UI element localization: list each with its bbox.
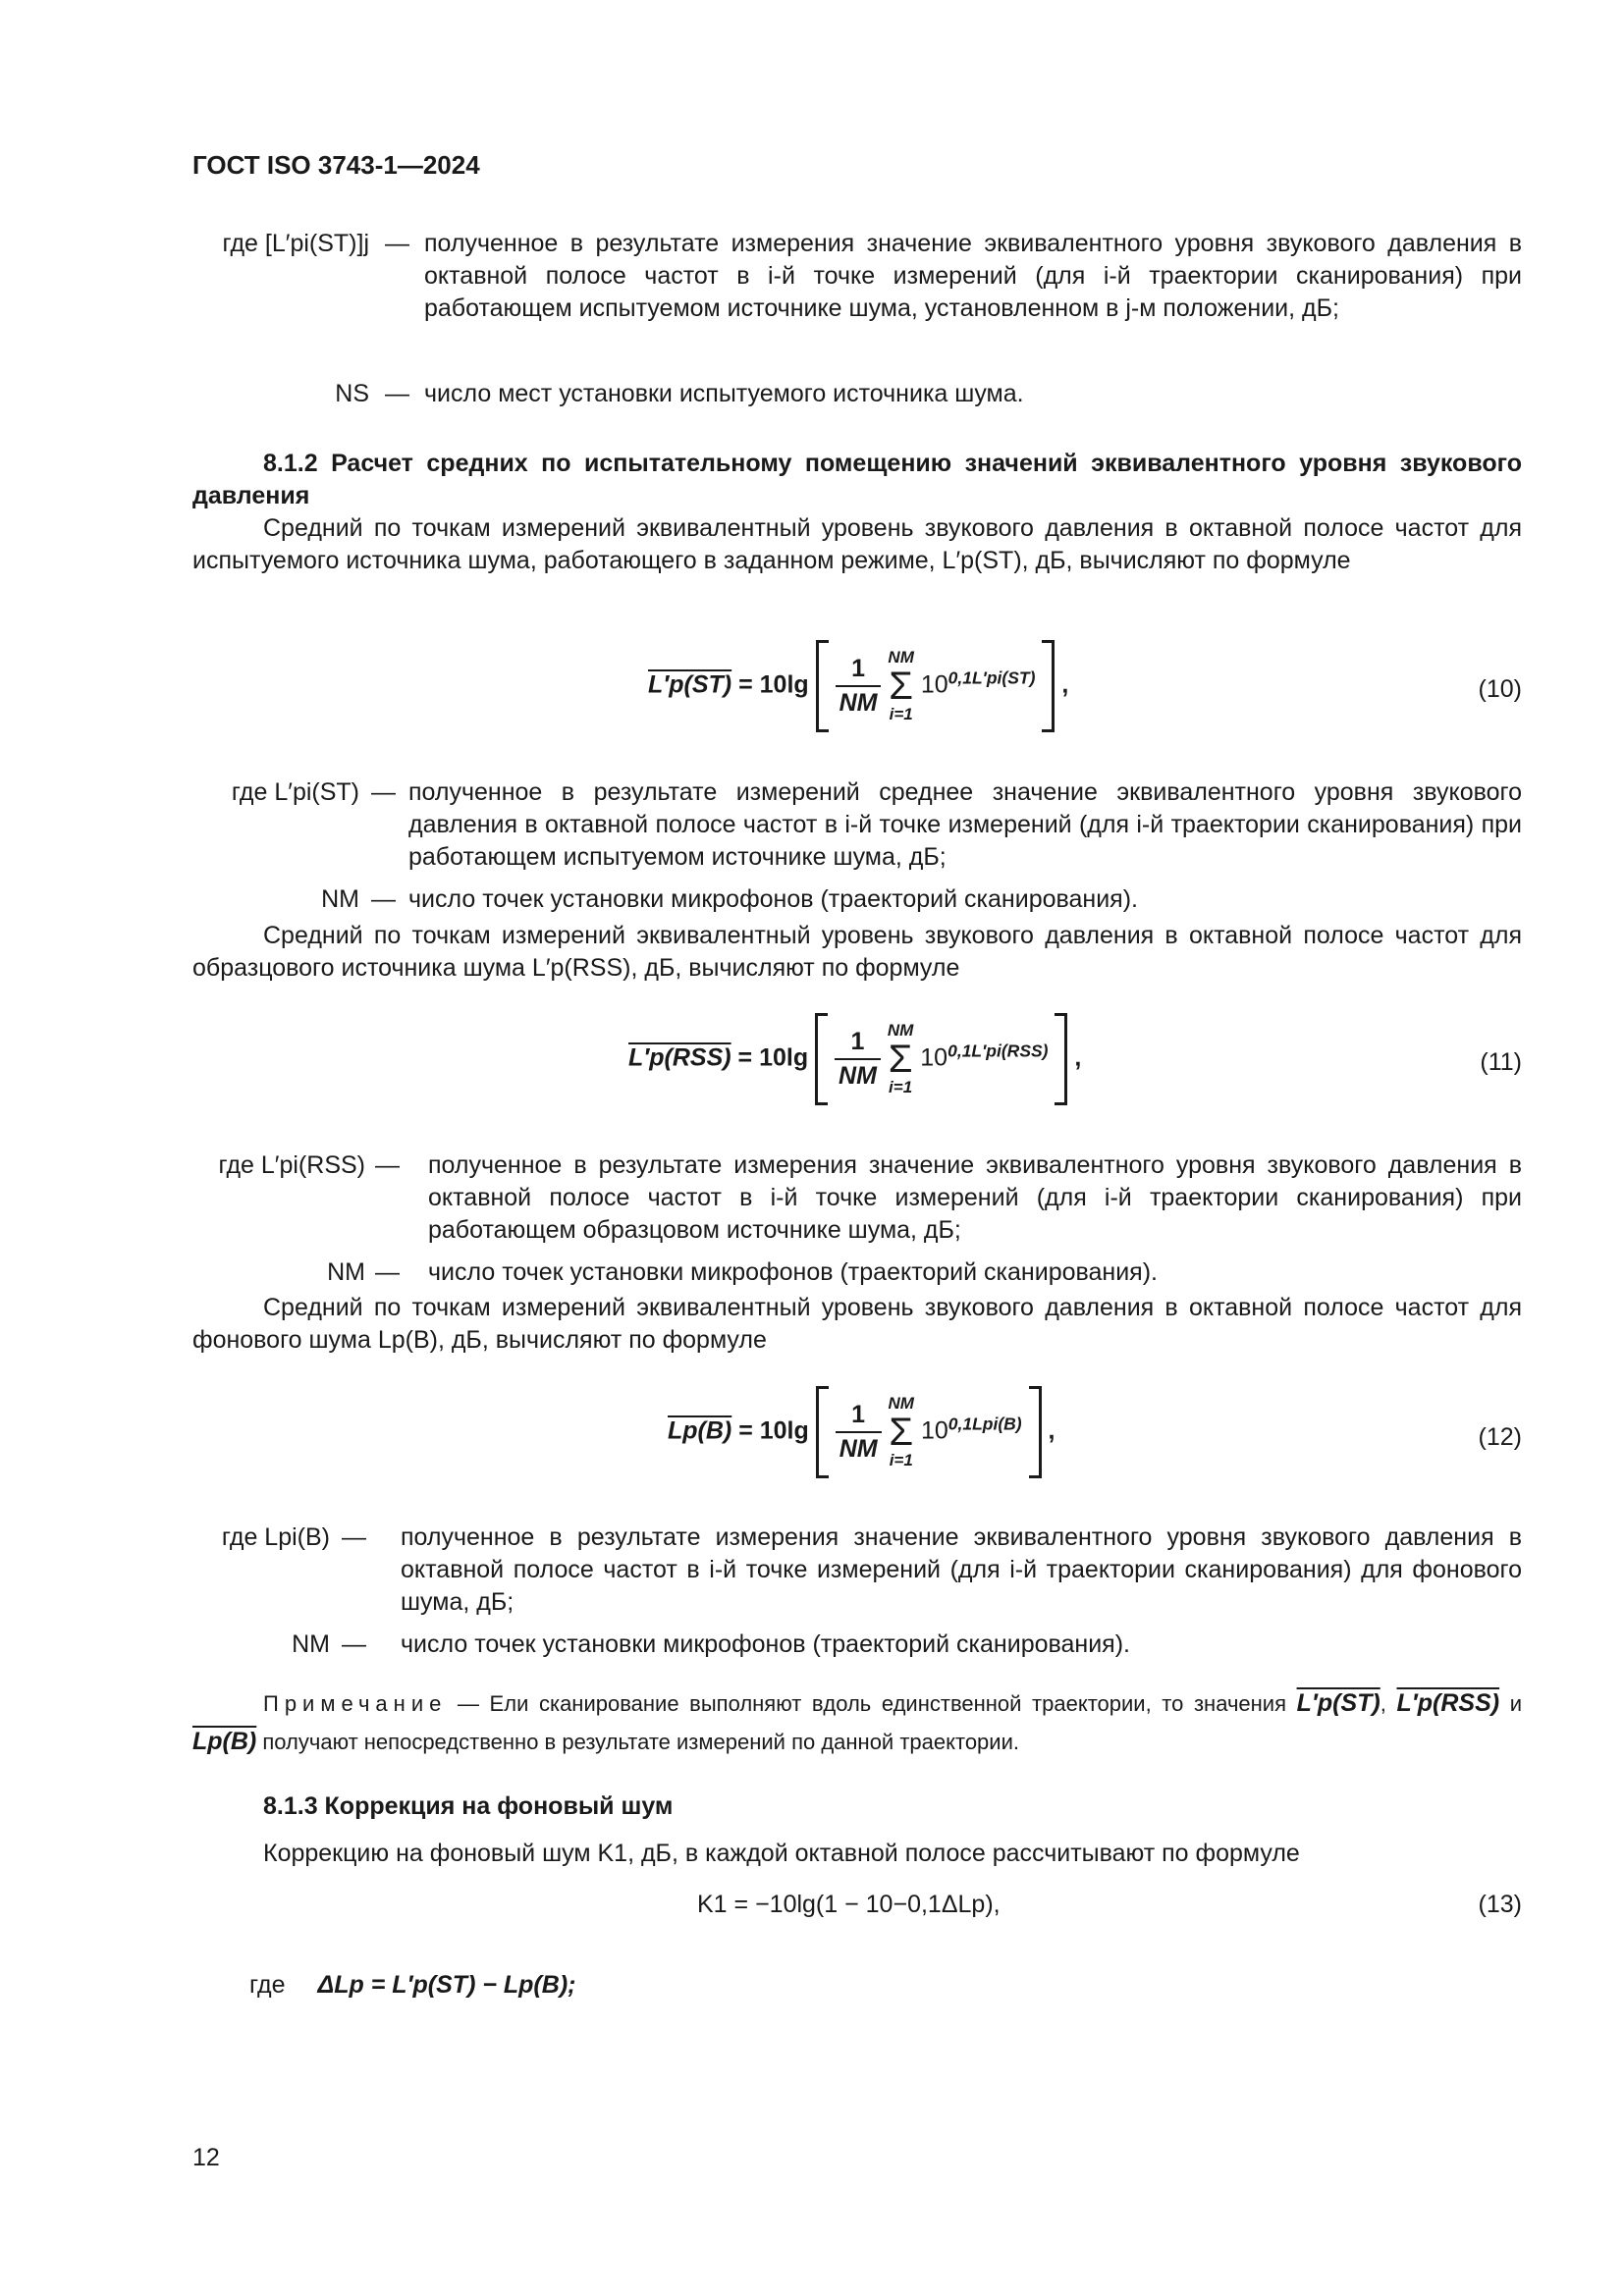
formula-tail: ,: [1074, 1043, 1082, 1072]
page-number: 12: [192, 2144, 220, 2171]
formula-operator: = 10lg: [738, 670, 809, 699]
document-header: ГОСТ ISO 3743-1—2024: [192, 150, 480, 180]
definition-dash: —: [375, 1151, 400, 1179]
equation-number: (10): [1478, 675, 1522, 703]
formula-tail: ,: [1048, 1416, 1056, 1445]
definition-dash: —: [371, 778, 396, 806]
power-base: 10: [920, 1416, 948, 1445]
definition-symbol: где L′pi(RSS): [218, 1151, 365, 1179]
bracket-left: [815, 1013, 828, 1105]
fraction-denominator: NM: [839, 1062, 877, 1090]
section-heading: 8.1.3 Коррекция на фоновый шум: [263, 1792, 674, 1820]
note-text: — Ели сканирование выполняют вдоль единственной траектории, то значения: [457, 1691, 1286, 1716]
sigma-glyph: Σ: [889, 1411, 914, 1454]
formula: K1 = −10lg(1 − 10−0,1ΔLp),: [697, 1891, 1001, 1918]
formula-operator: = 10lg: [738, 1416, 809, 1445]
equation-number: (12): [1478, 1423, 1522, 1451]
definition-text: полученное в результате измерений среднее значение эквивалентного уровня звукового давления в октавной полосе частот в i-й точке измерений (для i-й траектории сканирования) при работающем испытуемом источнике шума, дБ;: [408, 778, 1522, 871]
formula: [668, 1386, 1055, 1484]
sum-lower: i=1: [889, 705, 913, 723]
note-symbol: L′p(ST): [1296, 1689, 1380, 1717]
note-text: получают непосредственно в результате измерений по данной траектории.: [262, 1730, 1019, 1754]
note: [192, 1684, 1522, 1761]
sum-symbol: [888, 1022, 913, 1096]
formula-tail: ,: [1061, 670, 1069, 699]
definition-dash: —: [371, 885, 396, 913]
sum-lower: i=1: [889, 1078, 913, 1096]
power-exponent: 0,1L′pi(ST): [947, 667, 1036, 688]
bracket-left: [816, 1386, 829, 1478]
formula: [648, 640, 1068, 738]
paragraph: Средний по точкам измерений эквивалентный уровень звукового давления в октавной полосе частот для испытуемого источника шума, работающего в заданном режиме, L′p(ST), дБ, вычисляют по формуле: [192, 514, 1522, 574]
fraction: [835, 1026, 881, 1093]
definition-symbol: где: [249, 1971, 286, 1999]
sum-upper: NM: [888, 648, 914, 667]
note-symbol: L′p(RSS): [1396, 1689, 1500, 1717]
definition-symbol: где L′pi(ST): [231, 778, 359, 806]
note-separator: ,: [1380, 1691, 1386, 1716]
bracket-right: [1042, 640, 1055, 732]
sum-lower: i=1: [889, 1451, 913, 1469]
definition-dash: —: [385, 380, 409, 407]
fraction: [836, 1399, 882, 1466]
fraction-numerator: 1: [835, 1026, 881, 1060]
definition-dash: —: [342, 1630, 366, 1658]
equation-number: (11): [1480, 1048, 1522, 1076]
note-symbol: Lp(B): [192, 1728, 257, 1755]
formula-lhs: Lp(B): [668, 1416, 732, 1445]
definition-text: полученное в результате измерения значение эквивалентного уровня звукового давления в октавной полосе частот в i-й точке измерений (для i-й траектории сканирования) при работающем образцовом источнике шума, дБ;: [428, 1151, 1522, 1244]
sum-upper: NM: [888, 1394, 914, 1413]
definition-symbol: где [L′pi(ST)]j: [222, 230, 369, 257]
equation-number: (13): [1478, 1891, 1522, 1918]
definition-symbol: NM: [292, 1630, 330, 1658]
sigma-glyph: Σ: [889, 665, 914, 708]
bracket-right: [1055, 1013, 1067, 1105]
definition-symbol: NS: [335, 380, 369, 407]
formula: ΔLp = L′p(ST) − Lp(B);: [317, 1971, 576, 1999]
paragraph: Коррекцию на фоновый шум K1, дБ, в каждой октавной полосе рассчитывают по формуле: [263, 1840, 1300, 1867]
formula-operator: = 10lg: [737, 1043, 809, 1072]
section-heading: 8.1.2 Расчет средних по испытательному помещению значений эквивалентного уровня звукового давления: [192, 450, 1522, 509]
formula-lhs: L′p(ST): [648, 670, 732, 699]
power-exponent: 0,1L′pi(RSS): [947, 1041, 1049, 1061]
sum-upper: NM: [887, 1021, 914, 1040]
note-label: Примечание: [263, 1691, 448, 1716]
definition-text: полученное в результате измерения значение эквивалентного уровня звукового давления в октавной полосе частот в i-й точке измерений (для i-й траектории сканирования) для фонового шума, дБ;: [401, 1523, 1522, 1616]
definition-symbol: NM: [321, 885, 359, 913]
fraction-denominator: NM: [839, 689, 878, 717]
definition-item: [249, 1969, 575, 2002]
definition-text: число точек установки микрофонов (траекторий сканирования).: [401, 1630, 1130, 1658]
power-base: 10: [920, 670, 948, 699]
bracket-left: [816, 640, 829, 732]
definition-text: число точек установки микрофонов (траекторий сканирования).: [428, 1258, 1158, 1286]
paragraph: Средний по точкам измерений эквивалентный уровень звукового давления в октавной полосе частот для образцового источника шума L′p(RSS), дБ, вычисляют по формуле: [192, 922, 1522, 982]
fraction-numerator: 1: [836, 653, 882, 687]
paragraph: Средний по точкам измерений эквивалентный уровень звукового давления в октавной полосе частот для фонового шума Lp(B), дБ, вычисляют по формуле: [192, 1294, 1522, 1354]
sum-symbol: [889, 1395, 914, 1469]
formula-lhs: L′p(RSS): [628, 1043, 731, 1072]
sum-symbol: [888, 649, 913, 723]
definition-dash: —: [375, 1258, 400, 1286]
definition-symbol: NM: [327, 1258, 365, 1286]
definition-text: число точек установки микрофонов (траекторий сканирования).: [408, 885, 1138, 913]
sigma-glyph: Σ: [888, 1038, 913, 1081]
definition-text: число мест установки испытуемого источника шума.: [424, 380, 1024, 407]
fraction: [836, 653, 882, 720]
fraction-denominator: NM: [839, 1435, 878, 1463]
fraction-numerator: 1: [836, 1399, 882, 1433]
definition-dash: —: [342, 1523, 366, 1551]
formula: [628, 1013, 1081, 1111]
power-base: 10: [920, 1043, 948, 1072]
definition-text: полученное в результате измерения значение эквивалентного уровня звукового давления в октавной полосе частот в i-й точке измерений (для i-й траектории сканирования) при работающем испытуемом источнике шума, установленном в j-м положении, дБ;: [424, 230, 1522, 322]
definition-dash: —: [385, 230, 409, 257]
definition-symbol: где Lpi(B): [221, 1523, 330, 1551]
power-exponent: 0,1Lpi(B): [947, 1414, 1022, 1434]
note-conjunction: и: [1509, 1691, 1522, 1716]
bracket-right: [1029, 1386, 1042, 1478]
